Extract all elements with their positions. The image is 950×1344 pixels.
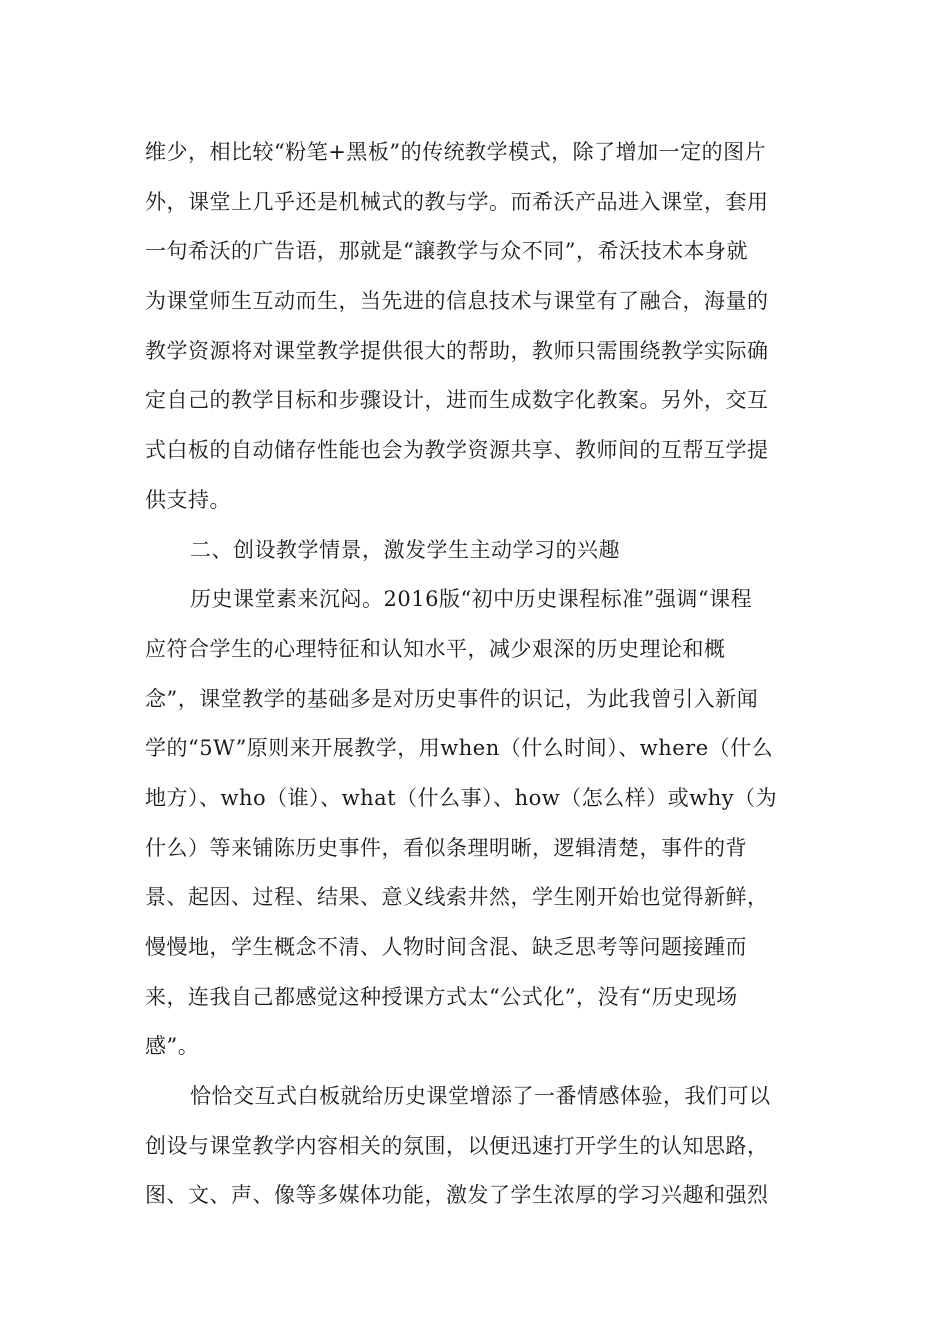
paragraph-history-classroom bbox=[145, 575, 809, 1072]
text-line: 图、文、声、像等多媒体功能，激发了学生浓厚的学习兴趣和强烈 bbox=[145, 1183, 769, 1208]
section-heading bbox=[145, 526, 809, 576]
paragraph-continuation bbox=[145, 128, 809, 526]
text-line: 历史课堂素来沉闷。2016版“初中历史课程标准”强调“课程 bbox=[190, 587, 753, 612]
document-body bbox=[145, 128, 809, 1221]
text-line: 为课堂师生互动而生，当先进的信息技术与课堂有了融合，海量的 bbox=[145, 289, 769, 314]
text-line: 创设与课堂教学内容相关的氛围，以便迅速打开学生的认知思路， bbox=[145, 1133, 769, 1158]
text-line: 感”。 bbox=[145, 1034, 200, 1059]
text-line: 维少，相比较“粉笔+黑板”的传统教学模式，除了增加一定的图片 bbox=[145, 140, 767, 164]
paragraph-whiteboard bbox=[145, 1072, 809, 1221]
text-line: 地方）、who（谁）、what（什么事）、how（怎么样）或why（为 bbox=[145, 785, 778, 810]
text-line: 应符合学生的心理特征和认知水平，减少艰深的历史理论和概 bbox=[145, 636, 726, 661]
text-line: 定自己的教学目标和步骤设计，进而生成数字化教案。另外，交互 bbox=[145, 388, 769, 413]
text-line: 什么）等来铺陈历史事件，看似条理明晰，逻辑清楚，事件的背 bbox=[145, 835, 747, 860]
heading-line: 二、创设教学情景，激发学生主动学习的兴趣 bbox=[190, 537, 620, 562]
text-line: 供支持。 bbox=[145, 487, 231, 512]
text-line: 教学资源将对课堂教学提供很大的帮助，教师只需围绕教学实际确 bbox=[145, 338, 769, 363]
text-line: 来，连我自己都感觉这种授课方式太“公式化”，没有“历史现场 bbox=[145, 984, 738, 1009]
text-line: 学的“5W”原则来开展教学，用when（什么时间）、where（什么 bbox=[145, 736, 774, 761]
text-line: 慢慢地，学生概念不清、人物时间含混、缺乏思考等问题接踵而 bbox=[145, 935, 747, 959]
text-line: 一句希沃的广告语，那就是“譲教学与众不同”，希沃技术本身就 bbox=[145, 239, 748, 264]
text-line: 式白板的自动储存性能也会为教学资源共享、教师间的互帮互学提 bbox=[145, 438, 769, 463]
text-line: 外，课堂上几乎还是机械式的教与学。而希沃产品进入课堂，套用 bbox=[145, 189, 769, 214]
text-line: 恰恰交互式白板就给历史课堂增添了一番情感体验，我们可以 bbox=[190, 1084, 771, 1109]
text-line: 念”，课堂教学的基础多是对历史事件的识记，为此我曾引入新闻 bbox=[145, 686, 759, 711]
text-line: 景、起因、过程、结果、意义线索井然，学生刚开始也觉得新鲜， bbox=[145, 885, 769, 910]
